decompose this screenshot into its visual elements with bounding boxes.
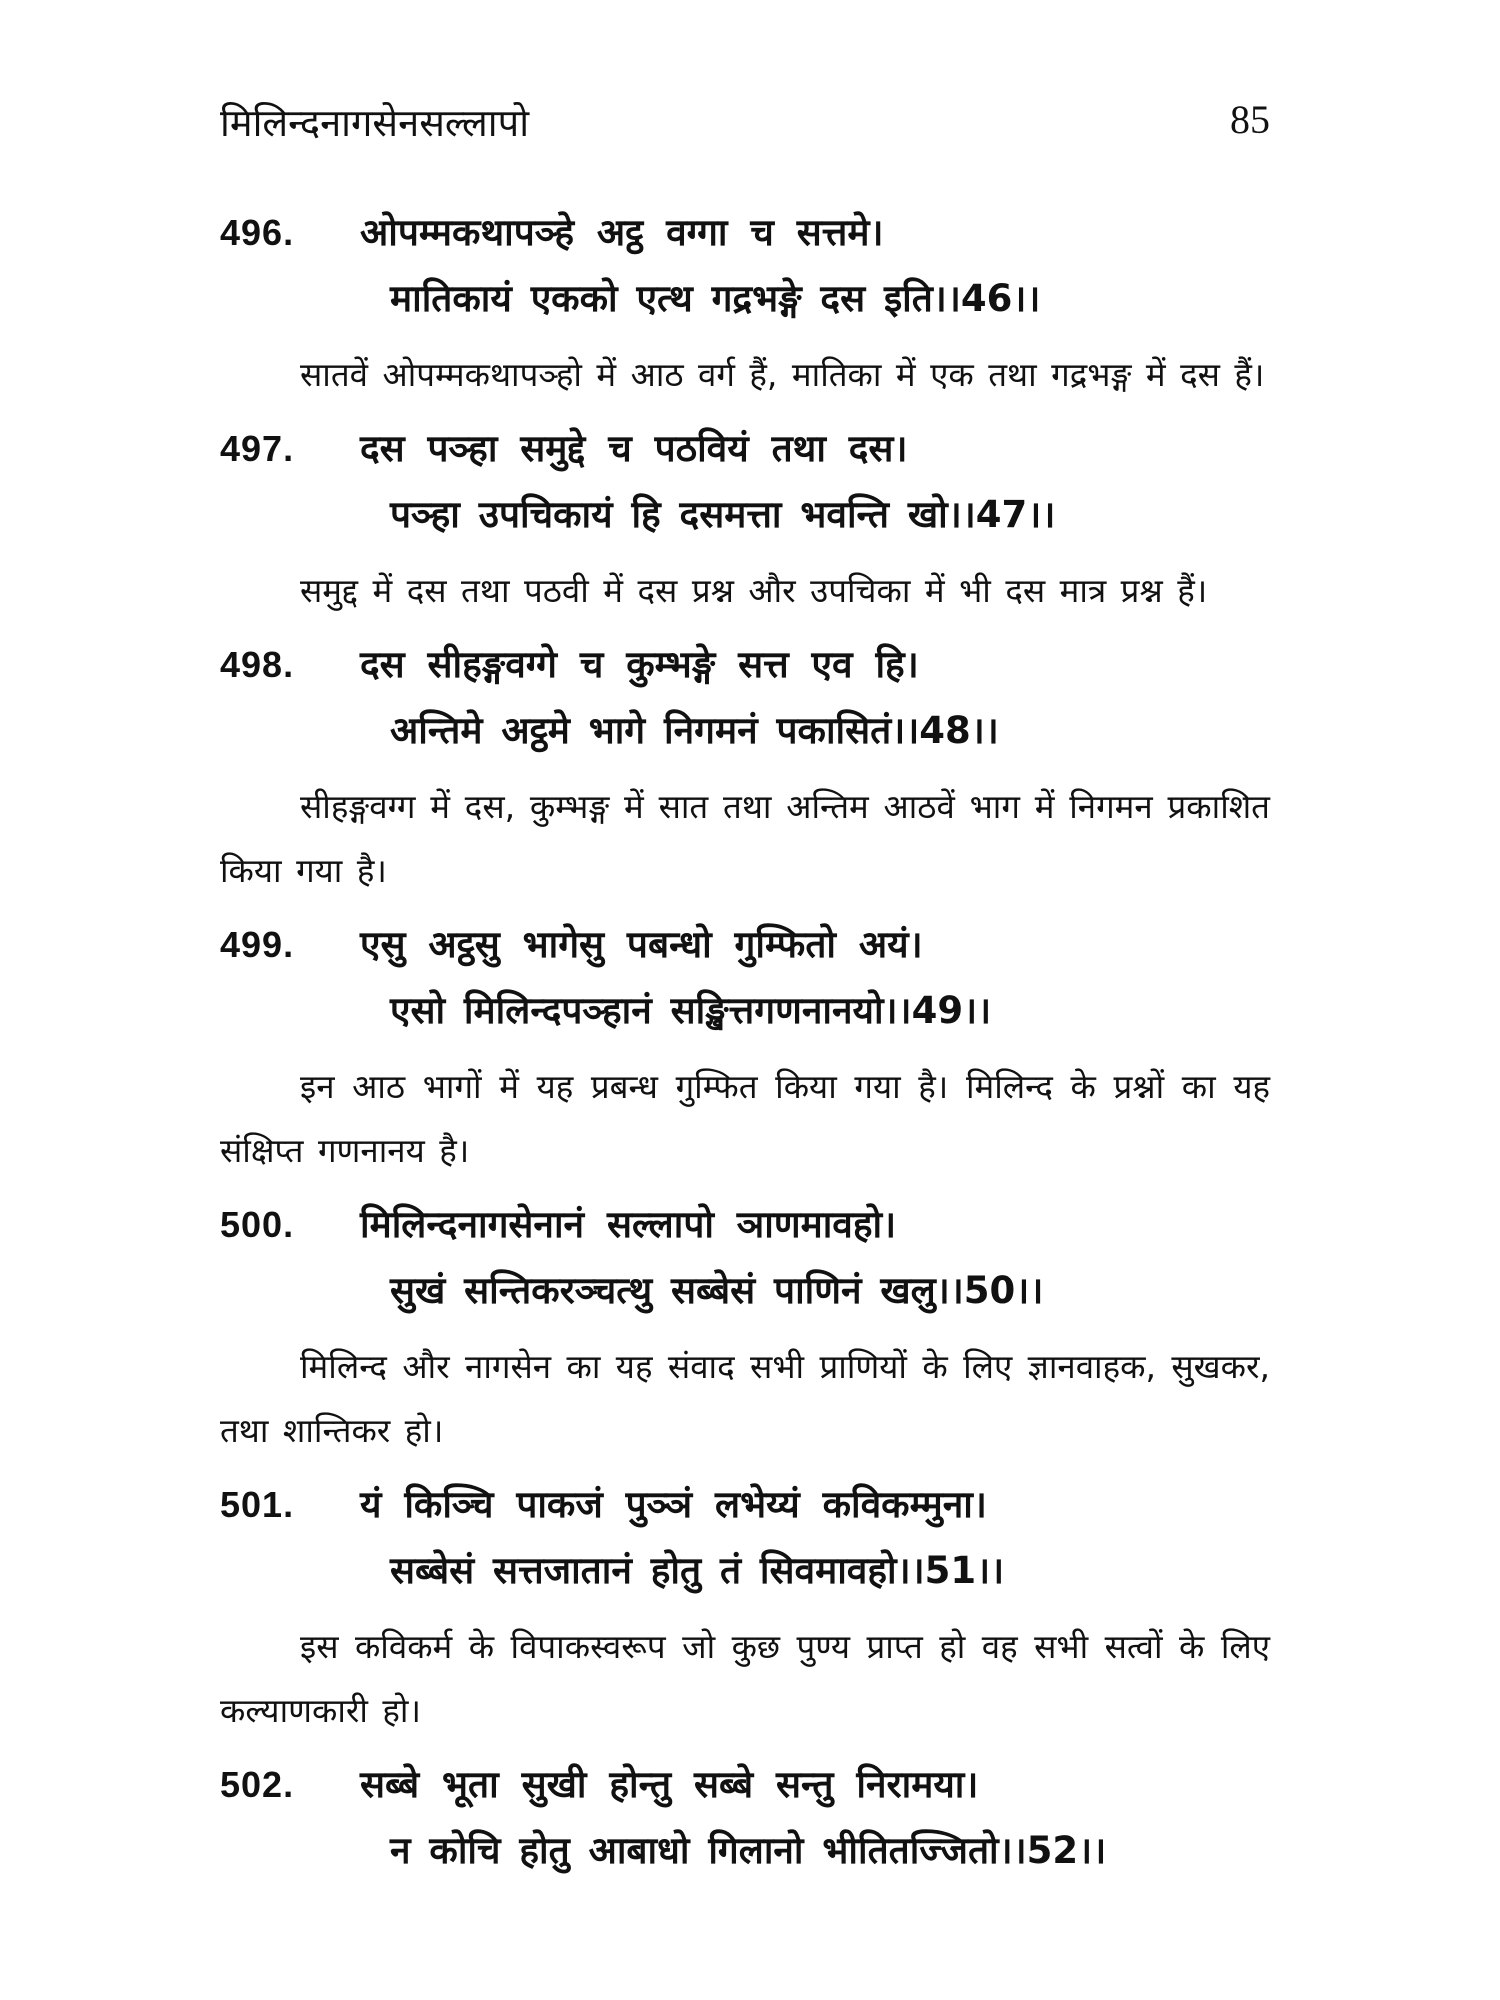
verse-line-1 [220, 421, 1270, 487]
verse-line-2: मातिकायं एकको एत्थ गद्रभङ्गे दस इति।।46।। [390, 277, 1041, 320]
verse-line-2: एसो मिलिन्दपञ्हानं सङ्खित्तगणनानयो।।49।। [390, 989, 992, 1032]
verse-line-2: अन्तिमे अट्ठमे भागे निगमनं पकासितं।।48।। [390, 709, 999, 752]
verse-line-1 [220, 637, 1270, 703]
hindi-translation: मिलिन्द और नागसेन का यह संवाद सभी प्राणियों के लिए ज्ञानवाहक, सुखकर, तथा शान्तिकर हो। [220, 1347, 1270, 1450]
verse-entry-498 [220, 637, 1270, 903]
running-title: मिलिन्दनागसेनसल्लापो [220, 101, 530, 145]
verse-line-1 [220, 1197, 1270, 1263]
verse-text: सब्बे भूता सुखी होन्तु सब्बे सन्तु निरामया। [360, 1763, 979, 1806]
verse-number: 500. [220, 1204, 295, 1245]
verse-number: 498. [220, 644, 295, 685]
verse-line-1 [220, 917, 1270, 983]
verse-entry-500 [220, 1197, 1270, 1463]
hindi-translation: समुद्द में दस तथा पठवी में दस प्रश्न और उपचिका में भी दस मात्र प्रश्न हैं। [300, 571, 1208, 610]
verse-text: दस पञ्हा समुद्दे च पठवियं तथा दस। [360, 427, 908, 470]
page-body [220, 205, 1270, 1889]
verse-number: 499. [220, 924, 295, 965]
hindi-translation: सातवें ओपम्मकथापञ्हो में आठ वर्ग हैं, मातिका में एक तथा गद्रभङ्ग में दस हैं। [300, 355, 1265, 394]
page-number: 85 [1230, 97, 1270, 142]
hindi-translation: इन आठ भागों में यह प्रबन्ध गुम्फित किया गया है। मिलिन्द के प्रश्नों का यह संक्षिप्त गणनानय है। [220, 1067, 1270, 1170]
verse-number: 496. [220, 212, 295, 253]
verse-entry-502 [220, 1757, 1270, 1889]
verse-line-2: सुखं सन्तिकरञ्चत्थु सब्बेसं पाणिनं खलु।।50।। [390, 1269, 1044, 1312]
verse-entry-496 [220, 205, 1270, 407]
verse-text: ओपम्मकथापञ्हे अट्ठ वग्गा च सत्तमे। [360, 211, 884, 254]
verse-text: यं किञ्चि पाकजं पुञ्ञं लभेय्यं कविकम्मुना। [360, 1483, 987, 1526]
verse-line-2: पञ्हा उपचिकायं हि दसमत्ता भवन्ति खो।।47।। [390, 493, 1056, 536]
verse-line-1 [220, 1757, 1270, 1823]
verse-text: मिलिन्दनागसेनानं सल्लापो ञाणमावहो। [360, 1203, 897, 1246]
hindi-translation: इस कविकर्म के विपाकस्वरूप जो कुछ पुण्य प्राप्त हो वह सभी सत्वों के लिए कल्याणकारी हो। [220, 1627, 1270, 1730]
verse-number: 502. [220, 1764, 295, 1805]
verse-line-1 [220, 205, 1270, 271]
verse-line-1 [220, 1477, 1270, 1543]
verse-text: दस सीहङ्गवग्गे च कुम्भङ्गे सत्त एव हि। [360, 643, 919, 686]
verse-entry-497 [220, 421, 1270, 623]
verse-entry-501 [220, 1477, 1270, 1743]
verse-entry-499 [220, 917, 1270, 1183]
page-header [220, 96, 1270, 156]
hindi-translation: सीहङ्गवग्ग में दस, कुम्भङ्ग में सात तथा अन्तिम आठवें भाग में निगमन प्रकाशित किया गया है। [220, 787, 1270, 890]
verse-number: 497. [220, 428, 295, 469]
verse-text: एसु अट्ठसु भागेसु पबन्धो गुम्फितो अयं। [360, 923, 923, 966]
verse-line-2: न कोचि होतु आबाधो गिलानो भीतितज्जितो।।52।। [390, 1829, 1107, 1872]
verse-number: 501. [220, 1484, 295, 1525]
verse-line-2: सब्बेसं सत्तजातानं होतु तं सिवमावहो।।51।। [390, 1549, 1005, 1592]
